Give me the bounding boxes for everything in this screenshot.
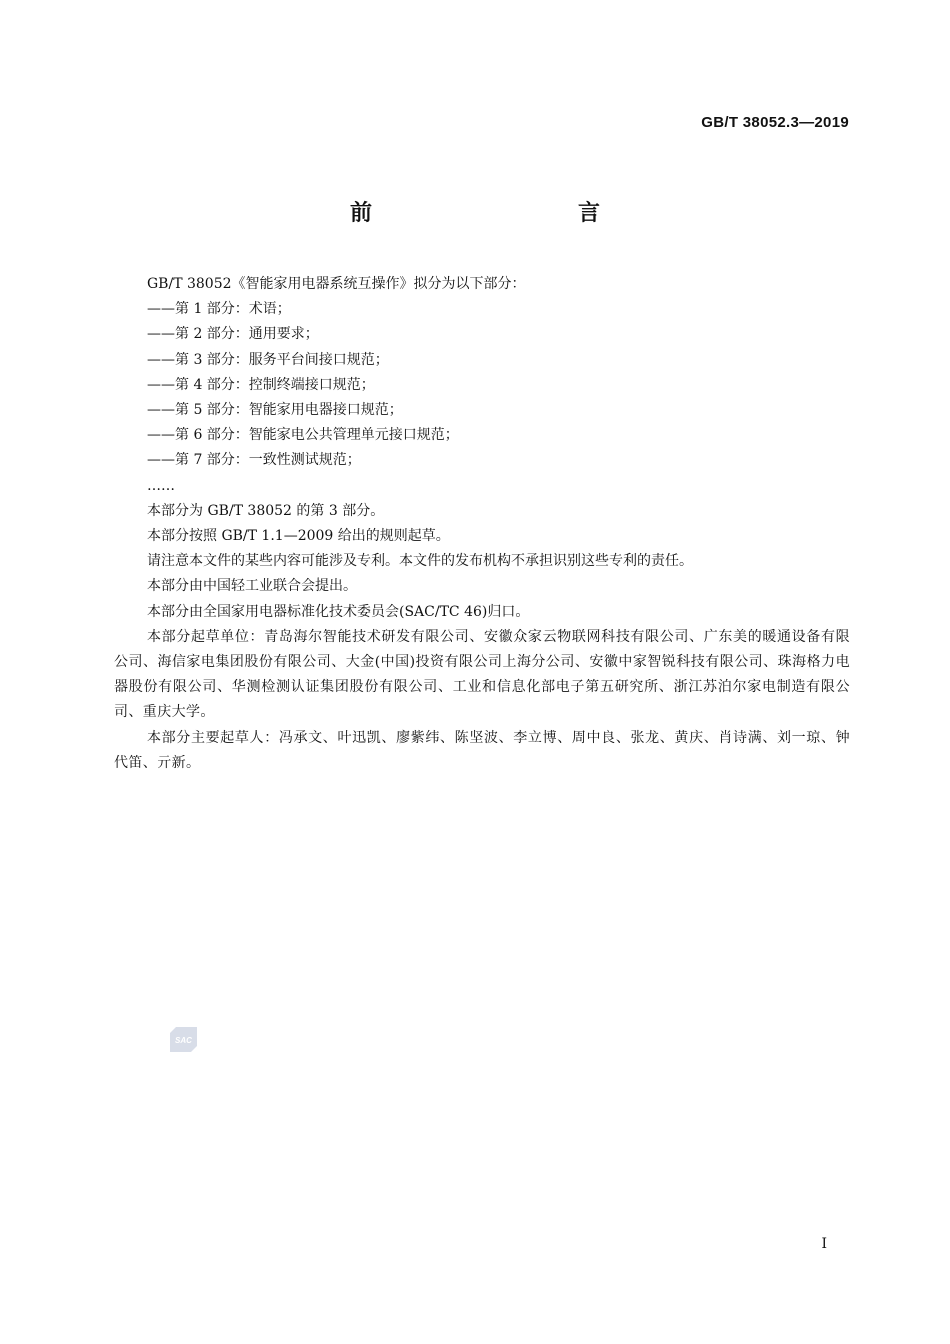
- part-list-item: ——第 6 部分：智能家电公共管理单元接口规范；: [147, 427, 459, 444]
- sac-watermark-logo: [170, 1027, 197, 1052]
- drafting-units-paragraph: 本部分起草单位：青岛海尔智能技术研发有限公司、安徽众家云物联网科技有限公司、广东美的暖通设备有限公司、海信家电集团股份有限公司、大金(中国)投资有限公司上海分公司、安徽中家智锐科技有限公司、珠海格力电器股份有限公司、华测检测认证集团股份有限公司、工业和信息化部电子第五研究所、浙江苏泊尔家电制造有限公司、重庆大学。: [114, 628, 850, 721]
- document-body: [114, 272, 850, 776]
- part-list-item: ——第 1 部分：术语；: [147, 301, 291, 318]
- standard-code: GB/T 38052.3—2019: [701, 114, 849, 131]
- page-title: 前 言: [349, 201, 654, 226]
- part-list-item: ——第 2 部分：通用要求；: [147, 326, 319, 343]
- part-statement: 本部分为 GB/T 38052 的第 3 部分。: [147, 502, 385, 519]
- intro-line: GB/T 38052《智能家用电器系统互操作》拟分为以下部分：: [147, 276, 526, 292]
- part-list-item: ——第 4 部分：控制终端接口规范；: [147, 376, 375, 393]
- part-list-item: ——第 7 部分：一致性测试规范；: [147, 452, 361, 469]
- part-list-item: ——第 3 部分：服务平台间接口规范；: [147, 351, 389, 368]
- part-list-item: ——第 5 部分：智能家用电器接口规范；: [147, 402, 403, 419]
- patent-notice: 请注意本文件的某些内容可能涉及专利。本文件的发布机构不承担识别这些专利的责任。: [147, 553, 693, 570]
- ellipsis-line: ……: [147, 477, 175, 494]
- proposer-statement: 本部分由中国轻工业联合会提出。: [147, 578, 357, 595]
- drafting-rules-statement: 本部分按照 GB/T 1.1—2009 给出的规则起草。: [147, 528, 450, 545]
- page-number: I: [821, 1236, 827, 1252]
- sac-watermark-text: SAC: [175, 1036, 192, 1045]
- drafters-paragraph: 本部分主要起草人：冯承文、叶迅凯、廖紫纬、陈坚波、李立博、周中良、张龙、黄庆、肖诗满、刘一琼、钟代笛、亓新。: [114, 729, 850, 771]
- centralized-by-statement: 本部分由全国家用电器标准化技术委员会(SAC/TC 46)归口。: [147, 603, 530, 620]
